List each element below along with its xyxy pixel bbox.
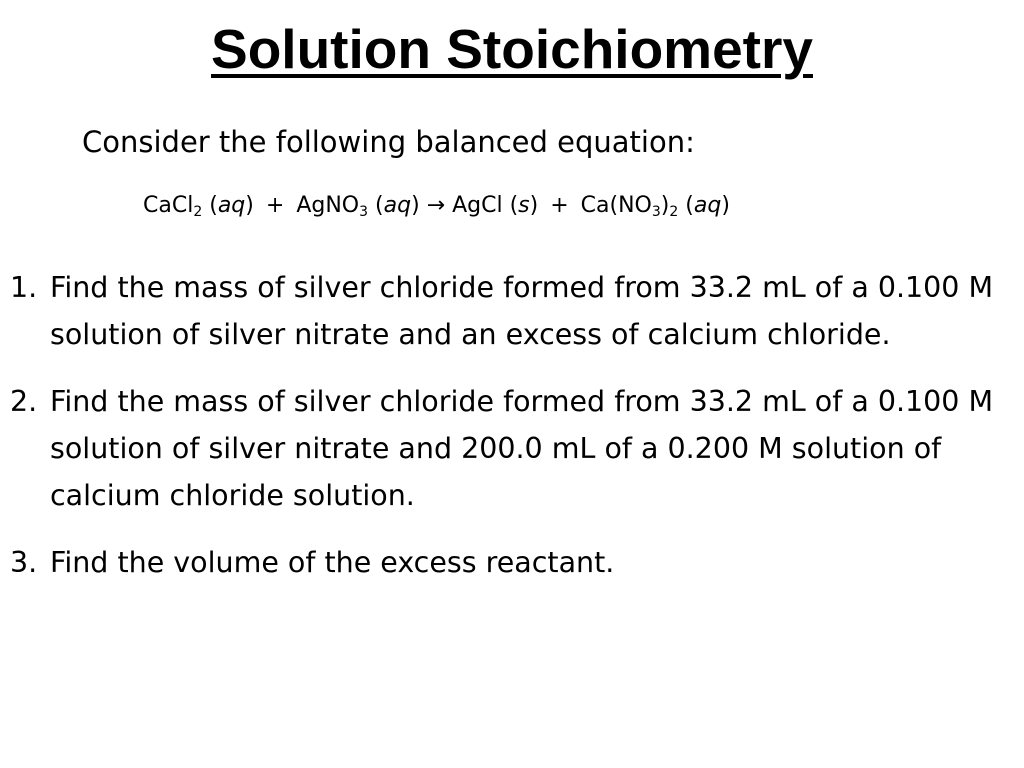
question-text: Find the volume of the excess reactant.: [50, 546, 615, 579]
question-number: 2.: [10, 385, 38, 418]
product-agcl: AgCl (s): [452, 193, 539, 218]
question-text: Find the mass of silver chloride formed from 33.2 mL of a 0.100 M solution of silver nitrate and 200.0 mL of a 0.200 M solution of calcium chloride solution.: [50, 385, 994, 512]
reaction-arrow: →: [426, 193, 446, 218]
question-number: 1.: [10, 271, 38, 304]
reactant-cacl2: CaCl$_2$ (aq): [143, 193, 254, 220]
question-text: Find the mass of silver chloride formed from 33.2 mL of a 0.100 M solution of silver nitrate and an excess of calcium chloride.: [50, 271, 994, 351]
list-item: [10, 378, 1000, 519]
list-item: [10, 539, 1000, 586]
product-cano32: $Ca(NO_3)_2$ (aq): [580, 193, 730, 220]
question-number: 3.: [10, 546, 38, 579]
balanced-equation: [143, 188, 730, 224]
plus-sign: +: [265, 193, 285, 218]
question-list: [10, 264, 1000, 606]
plus-sign: +: [550, 193, 569, 218]
intro-text: Consider the following balanced equation:: [82, 125, 695, 159]
reactant-agno3: AgNO$_3$ (aq): [296, 193, 420, 220]
slide-title: Solution Stoichiometry: [211, 18, 813, 80]
list-item: [10, 264, 1000, 358]
